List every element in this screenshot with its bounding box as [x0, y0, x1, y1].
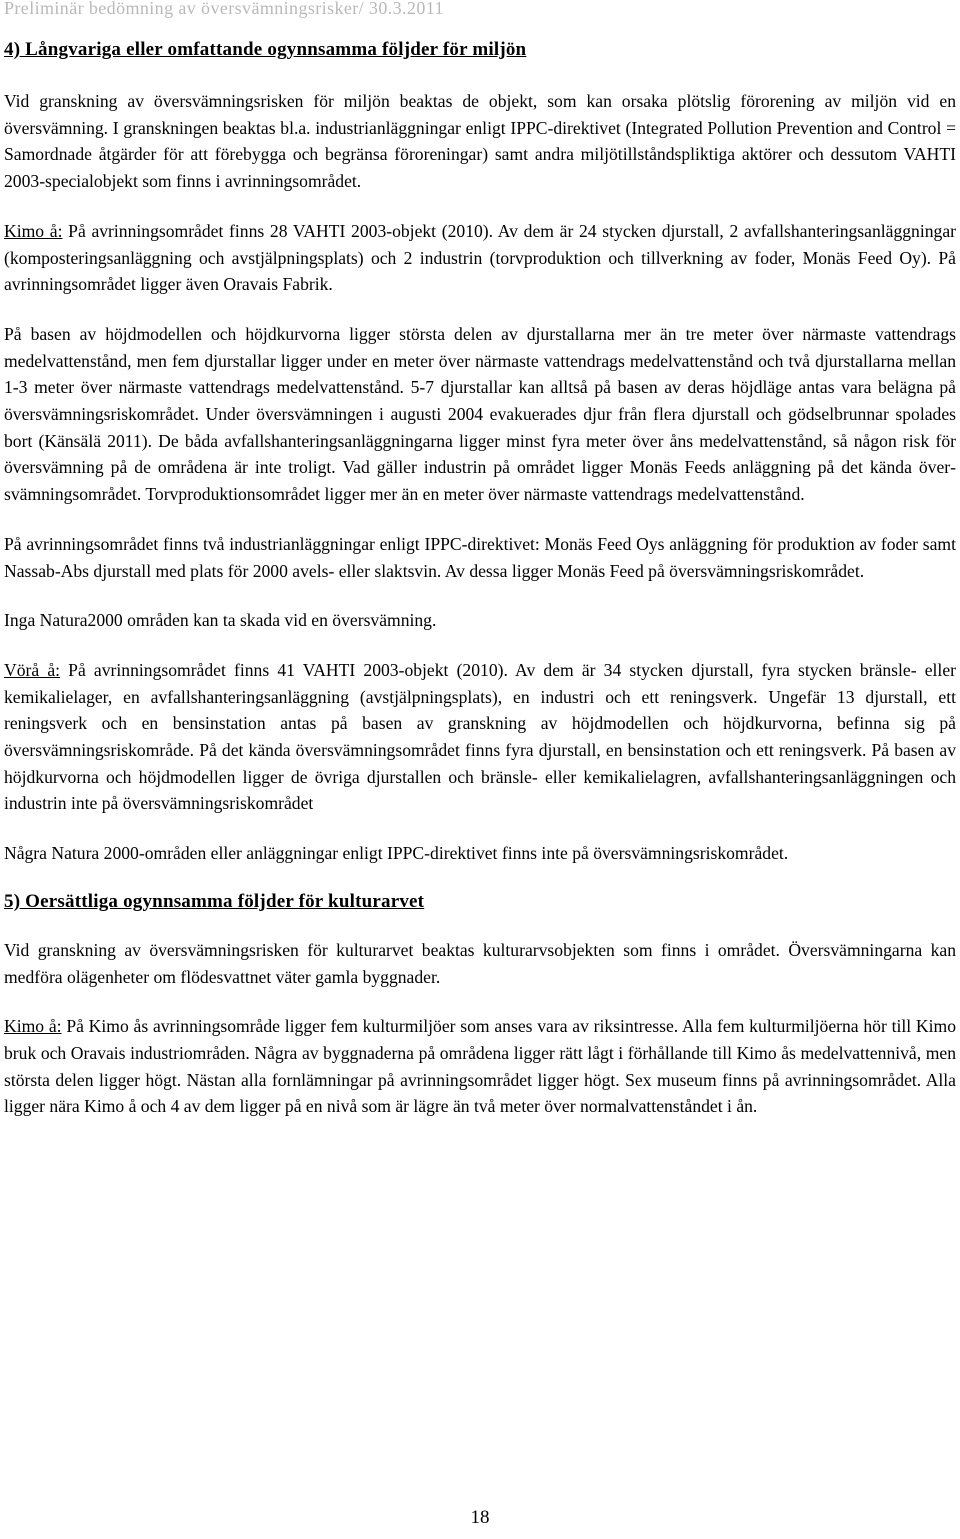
kimo-text: På avrinningsområdet finns 28 VAHTI 2003-objekt (2010). Av dem är 24 stycken djurstall, 2 avfallshanteringsanläggningar (komposteringsanläggning och avstjälpningsplats) och 2 industrin (torvproduktion och tillverkning av foder, Monäs Feed Oy). På avrinningsområdet ligger även Oravais Fabrik.: [4, 220, 956, 295]
ippc-paragraph: På avrinningsområdet finns två industrianläggningar enligt IPPC-direktivet: Monäs Feed Oys anläggning för produktion av foder samt Nassab-Abs djurstall med plats för 2000 avels- eller slaktsvin. Av dessa ligger Monäs Feed på översvämningsriskområdet.: [4, 533, 956, 581]
vora-paragraph: [4, 657, 956, 817]
kimo-culture-label: Kimo å:: [4, 1016, 62, 1037]
natura-ippc-paragraph: Några Natura 2000-områden eller anläggningar enligt IPPC-direktivet finns inte på översvämningsriskområdet.: [4, 843, 789, 864]
section-4-intro: Vid granskning av översvämningsrisken för miljön beaktas de objekt, som kan orsaka plötslig förorening av miljön vid en översvämning. I granskningen beaktas bl.a. industrianläggningar enligt IPPC-direktivet (Integrated Pollution Prevention and Control = Samordnade åtgärder för att förebygga och begränsa föroreningar) samt andra miljötillståndspliktiga aktörer och dessutom VAHTI 2003-specialobjekt som finns i avrinningsområdet.: [4, 91, 956, 192]
kimo-label: Kimo å:: [4, 220, 63, 241]
running-header: Preliminär bedömning av översvämningsrisker/ 30.3.2011: [4, 0, 444, 18]
elevation-paragraph: På basen av höjdmodellen och höjdkurvorna ligger största delen av djurstallarna mer än tre meter över närmaste vattendrags medelvattenstånd, men fem djurstallar ligger under en meter över närmaste vattendrags medelvattenstånd och två djurstallarna mellan 1-3 meter över närmaste vattendrags medelvattenstånd. 5-7 djurstallar kan alltså på basen av deras höjdläge antas vara belägna på översvämningsriskområdet. Under översvämningen i augusti 2004 evakuerades djur från flera djurstall och gödselbrunnar spolades bort (Känsälä 2011). De båda avfallshanteringsanläggningarna ligger minst fyra meter över åns medelvattenstånd, så någon risk för översvämning på de områdena är inte troligt. Vad gäller industrin på området ligger Monäs Feeds anläggning på det kända översvämningsområdet. Torvproduktionsområdet ligger mer än en meter över närmaste vattendrags medelvattenstånd.: [4, 323, 956, 505]
section-4-heading: 4) Långvariga eller omfattande ogynnsamma följder för miljön: [4, 39, 527, 60]
page-content: [4, 38, 956, 1120]
kimo-paragraph: [4, 218, 956, 298]
vora-label: Vörå å:: [4, 659, 61, 680]
page-number: 18: [470, 1507, 490, 1528]
section-5-heading: 5) Oersättliga ogynnsamma följder för kulturarvet: [4, 890, 425, 912]
kimo-culture-paragraph: [4, 1013, 956, 1120]
natura-paragraph: Inga Natura2000 områden kan ta skada vid en översvämning.: [4, 610, 437, 631]
section-5-intro: Vid granskning av översvämningsrisken för kulturarvet beaktas kulturarvsobjekten som finns i området. Översvämningarna kan medföra olägenheter om flödesvattnet väter gamla byggnader.: [4, 939, 956, 987]
kimo-culture-text: På Kimo ås avrinningsområde ligger fem kulturmiljöer som anses vara av riksintresse. Alla fem kulturmiljöerna hör till Kimo bruk och Oravais industriområden. Några av byggnaderna på områdena ligger rätt lågt i förhållande till Kimo ås medelvattennivå, men största delen ligger högt. Nästan alla fornlämningar på avrinningsområdet ligger högt. Sex museum finns på avrinningsområdet. Alla ligger nära Kimo å och 4 av dem ligger på en nivå som är lägre än två meter över normalvattenståndet i ån.: [4, 1016, 956, 1117]
vora-text: På avrinningsområdet finns 41 VAHTI 2003-objekt (2010). Av dem är 34 stycken djurstall, fyra stycken bränsle- eller kemikalielager, en avfallshanteringsanläggning (avstjälpningsplats), en industri och ett reningsverk. Ungefär 13 djurstall, ett reningsverk och en bensinstation antas på basen av granskning av höjdmodellen och höjdkurvorna, befinna sig på översvämningsriskområde. På det kända översvämningsområdet finns fyra djurstall, en bensinstation och ett reningsverk. På basen av höjdkurvorna och höjdmodellen ligger de övriga djurstallen och bränsle- eller kemikalielagren, avfallshanteringsanläggningen och industrin inte på översvämningsriskområdet: [4, 659, 956, 814]
